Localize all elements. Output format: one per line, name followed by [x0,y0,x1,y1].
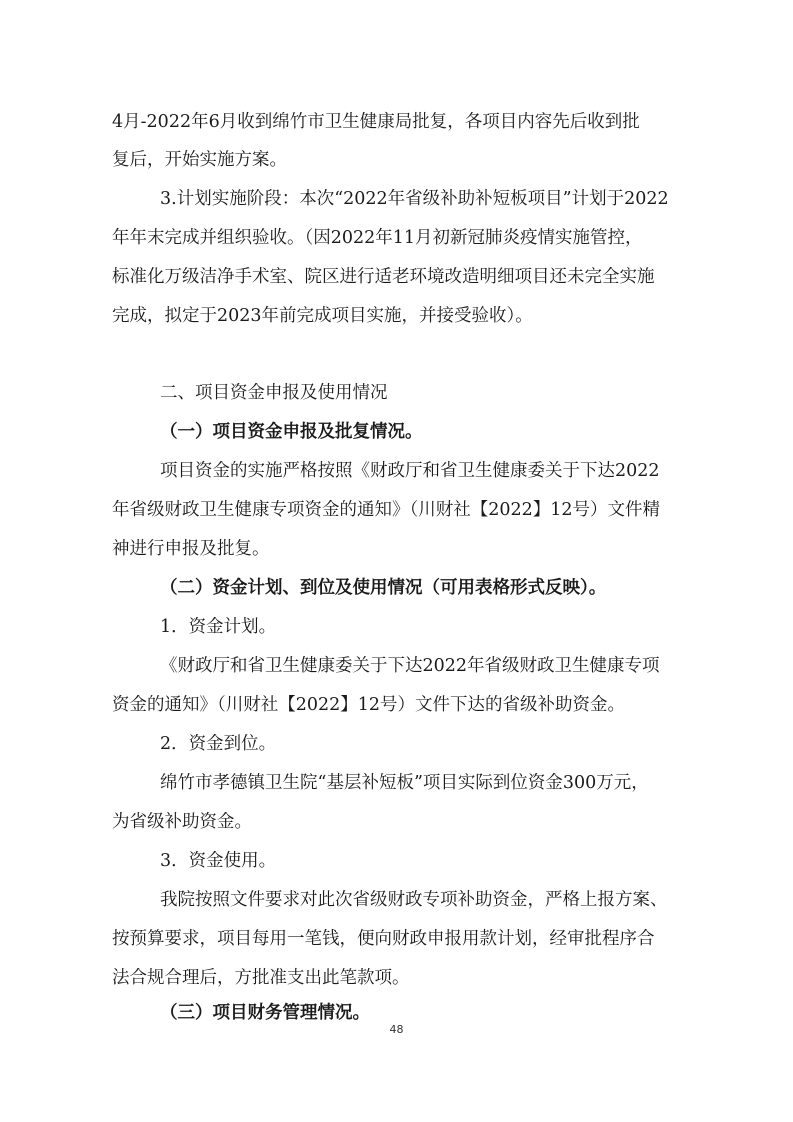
subsection-heading: （三）项目财务管理情况。 [160,1003,370,1023]
paragraph-line: 4月-2022年6月收到绵竹市卫生健康局批复，各项目内容先后收到批 [112,112,640,132]
paragraph-line: 年年末完成并组织验收。（因2022年11月初新冠肺炎疫情实施管控， [112,228,643,248]
subsection-heading: （二）资金计划、到位及使用情况（可用表格形式反映）。 [160,578,607,598]
paragraph-line: 按预算要求，项目每用一笔钱，便向财政申报用款计划，经审批程序合 [112,929,655,949]
section-heading: 二、项目资金申报及使用情况 [160,383,388,403]
paragraph-line: 为省级补助资金。 [112,812,252,832]
paragraph-line: 我院按照文件要求对此次省级财政专项补助资金，严格上报方案、 [160,890,668,910]
subsection-heading: （一）项目资金申报及批复情况。 [160,422,423,442]
paragraph-line: 年省级财政卫生健康专项资金的通知》（川财社【2022】12号）文件精 [112,500,661,520]
paragraph-line: 《财政厅和省卫生健康委关于下达2022年省级财政卫生健康专项 [160,656,660,676]
paragraph-line: 标准化万级洁净手术室、院区进行适老环境改造明细项目还未完全实施 [112,267,655,287]
paragraph-line: 完成，拟定于2023年前完成项目实施，并接受验收）。 [112,306,533,326]
paragraph-line: 绵竹市孝德镇卫生院“基层补短板”项目实际到位资金300万元， [160,773,649,793]
paragraph-line: 复后，开始实施方案。 [112,150,287,170]
paragraph-line: 项目资金的实施严格按照《财政厅和省卫生健康委关于下达2022 [160,461,660,481]
paragraph-line: 法合规合理后，方批准支出此笔款项。 [112,968,410,988]
paragraph-line: 2．资金到位。 [160,734,277,754]
paragraph-line: 神进行申报及批复。 [112,539,270,559]
paragraph-line: 1．资金计划。 [160,617,277,637]
paragraph-line: 3．资金使用。 [160,851,277,871]
paragraph-line: 资金的通知》（川财社【2022】12号）文件下达的省级补助资金。 [112,695,626,715]
paragraph-line: 3.计划实施阶段：本次“2022年省级补助补短板项目”计划于2022 [160,189,669,209]
page-number: 48 [389,1023,404,1036]
